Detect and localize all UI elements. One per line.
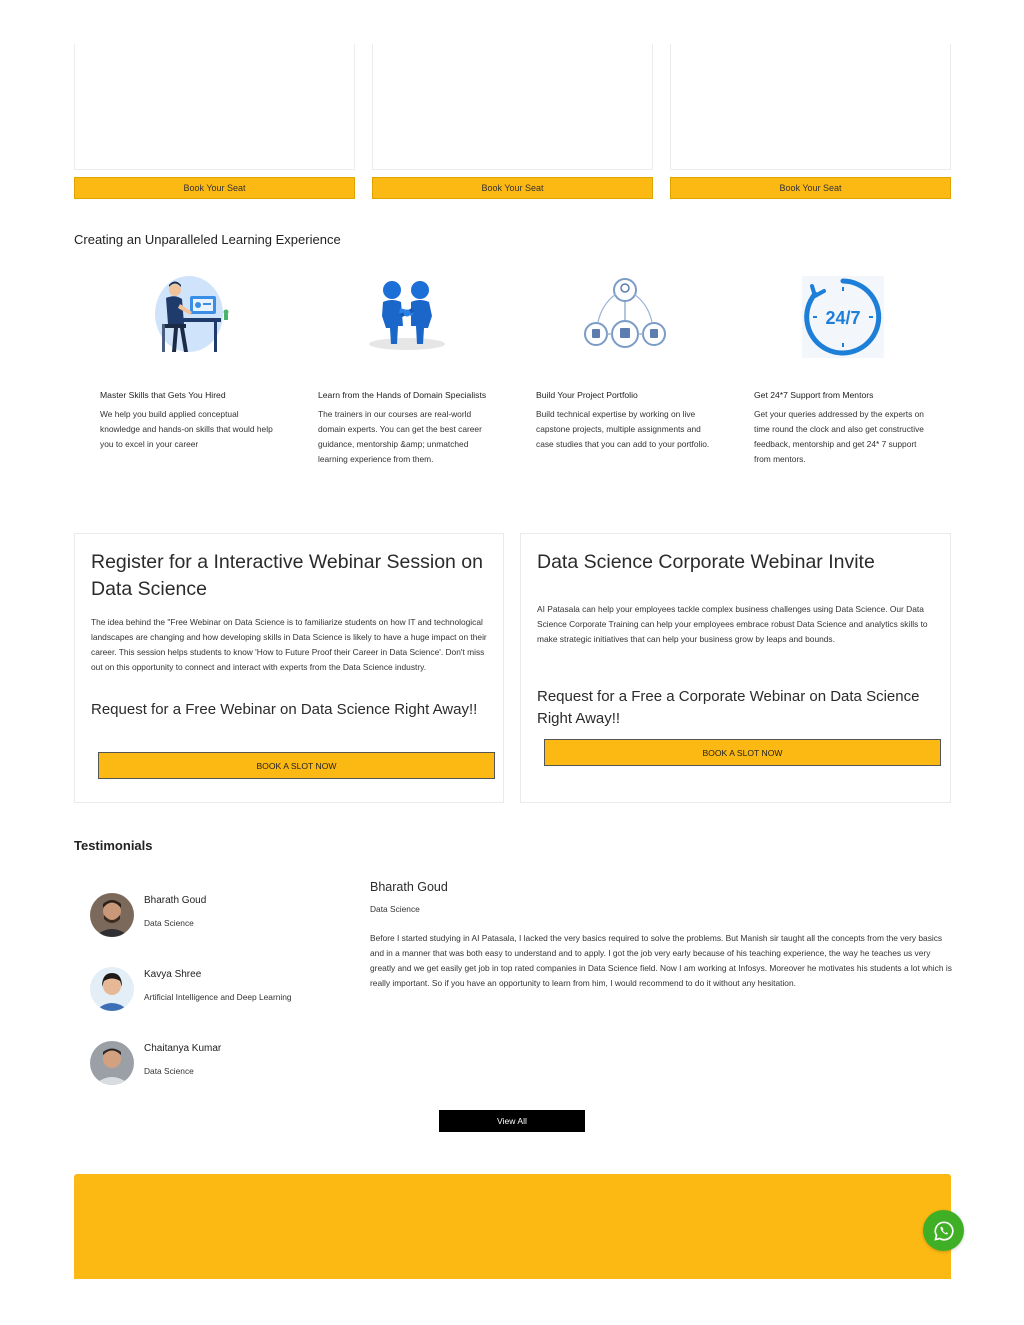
handshake-icon: [362, 272, 452, 362]
book-your-seat-button[interactable]: Book Your Seat: [74, 177, 355, 199]
testimonial-name: Kavya Shree: [144, 969, 202, 980]
testimonials-title: Testimonials: [74, 838, 153, 853]
testimonial-course: Data Science: [144, 1066, 194, 1076]
feature-heading: Learn from the Hands of Domain Specialists: [318, 390, 487, 400]
whatsapp-button[interactable]: [923, 1210, 964, 1251]
course-card: [670, 44, 951, 199]
course-card-body: [74, 44, 355, 170]
feature-heading: Master Skills that Gets You Hired: [100, 390, 226, 400]
testimonial-item[interactable]: [90, 893, 207, 937]
svg-text:24/7: 24/7: [825, 308, 861, 328]
course-card-body: [670, 44, 951, 170]
feature-item: [536, 272, 711, 452]
corporate-request-heading: Request for a Free a Corporate Webinar on Data Science Right Away!!: [537, 688, 920, 727]
course-card: [74, 44, 355, 199]
book-your-seat-button[interactable]: Book Your Seat: [372, 177, 653, 199]
testimonial-name: Chaitanya Kumar: [144, 1043, 222, 1054]
learning-section-title: Creating an Unparalleled Learning Experience: [74, 232, 341, 247]
avatar: [90, 893, 134, 937]
webinar-title: Register for a Interactive Webinar Session on Data Science: [91, 551, 483, 600]
webinar-panel: [74, 533, 504, 803]
course-card: [372, 44, 653, 199]
testimonial-name: Bharath Goud: [144, 895, 207, 906]
testimonial-item[interactable]: [90, 967, 292, 1011]
avatar: [90, 967, 134, 1011]
testimonial-item[interactable]: [90, 1041, 222, 1085]
course-cards-row: [74, 44, 951, 204]
testimonial-course: Artificial Intelligence and Deep Learning: [144, 992, 292, 1002]
feature-item: [100, 272, 275, 452]
portfolio-flow-icon: [580, 272, 670, 362]
feature-heading: Build Your Project Portfolio: [536, 390, 638, 400]
feature-text: Get your queries addressed by the experts on time round the clock and also get constructive feedback, mentorship and get 24* 7 support from mentors.: [754, 409, 924, 464]
testimonial-detail-course: Data Science: [370, 904, 420, 914]
avatar: [90, 1041, 134, 1085]
testimonial-detail-text: Before I started studying in AI Patasala, I lacked the very basics required to solve the problems. But Manish sir taught all the concepts from the very basics and in a manner that was both easy to understand and to apply. I got the job very early because of his teaching experience, the way he teaches us very greatly and we get easily get job in top rated companies in Data Science field. Now I am working at Infosys. Moreover he motivates his students a lot which is really important. So if you have an opportunity to learn from him, I would recommend to do it without any hesitation.: [370, 933, 952, 988]
book-your-seat-button[interactable]: Book Your Seat: [670, 177, 951, 199]
feature-text: Build technical expertise by working on live capstone projects, multiple assignments and case studies that you can add to your portfolio.: [536, 409, 710, 449]
corporate-webinar-panel: [520, 533, 951, 803]
testimonial-detail: [370, 880, 952, 991]
feature-text: We help you build applied conceptual knowledge and hands-on skills that would help you to excel in your career: [100, 409, 273, 449]
webinar-request-heading: Request for a Free Webinar on Data Science Right Away!!: [91, 701, 478, 718]
support-24-7-icon: [798, 272, 888, 362]
testimonial-course: Data Science: [144, 918, 194, 928]
corporate-webinar-title: Data Science Corporate Webinar Invite: [537, 551, 875, 573]
whatsapp-icon: [933, 1220, 955, 1242]
corporate-webinar-description: AI Patasala can help your employees tackle complex business challenges using Data Science. Our Data Science Corporate Training can help your employees embrace robust Data Science and analytics skills to make strategic initiatives that can help your business grow by leaps and bounds.: [537, 604, 928, 644]
course-card-body: [372, 44, 653, 170]
testimonial-list: [74, 878, 354, 1088]
feature-item: [318, 272, 493, 467]
book-slot-button[interactable]: BOOK A SLOT NOW: [98, 752, 495, 779]
feature-item: [754, 272, 929, 467]
cta-banner: [74, 1174, 951, 1279]
webinar-description: The idea behind the "Free Webinar on Data Science is to familiarize students on how IT and technological landscapes are changing and how developing skills in Data Science is likely to have a huge impact on their career. This session helps students to know 'How to Future Proof their Career in Data Science'. Don't miss out on this opportunity to connect and interact with experts from the Data Science industry.: [91, 617, 487, 672]
testimonial-detail-name: Bharath Goud: [370, 880, 448, 894]
view-all-button[interactable]: View All: [439, 1110, 585, 1132]
feature-heading: Get 24*7 Support from Mentors: [754, 390, 874, 400]
person-at-desk-icon: [144, 272, 234, 362]
feature-text: The trainers in our courses are real-world domain experts. You can get the best career guidance, mentorship &amp; unmatched learning experience from them.: [318, 409, 482, 464]
book-slot-button[interactable]: BOOK A SLOT NOW: [544, 739, 941, 766]
